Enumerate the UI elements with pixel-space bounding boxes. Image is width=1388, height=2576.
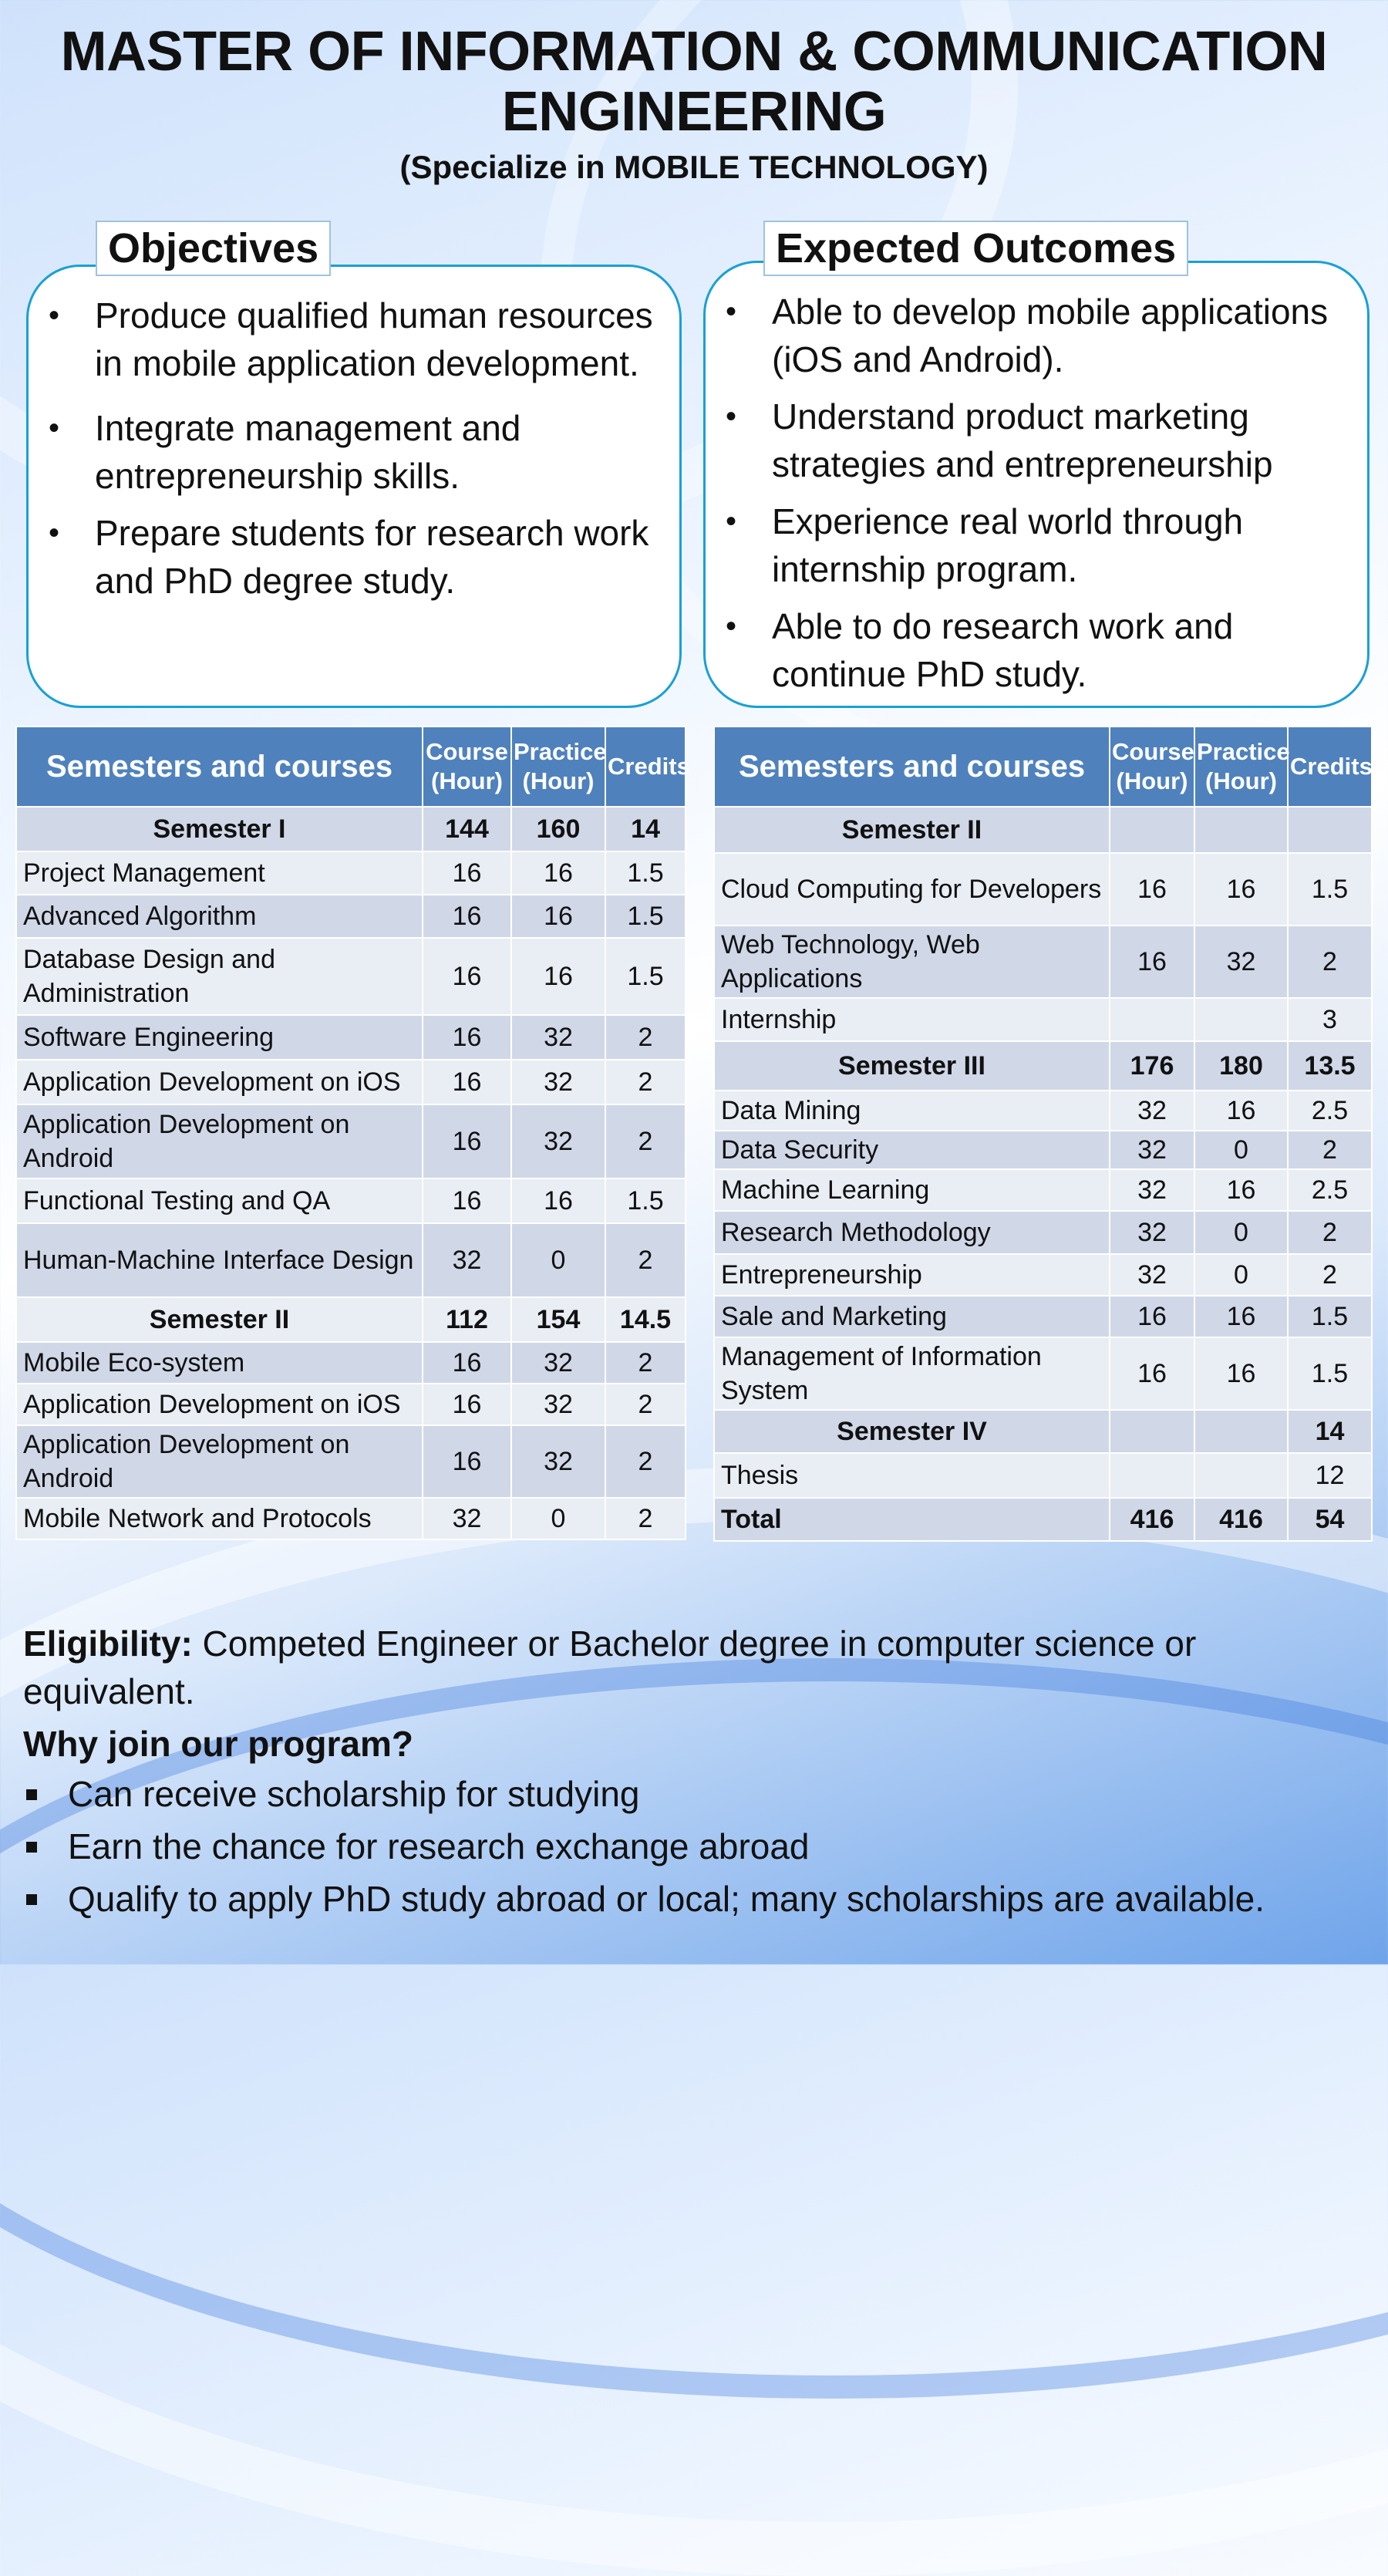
course-hour-cell: 16	[423, 1060, 511, 1104]
credits-cell: 3	[1288, 998, 1372, 1041]
practice-hour-cell: 32	[511, 1342, 605, 1384]
course-hour-cell: 16	[423, 1104, 511, 1178]
course-row	[714, 1169, 1372, 1211]
course-name-cell: Mobile Eco-system	[16, 1342, 423, 1384]
course-name-cell: Semester I	[16, 807, 423, 851]
course-row	[16, 1384, 686, 1425]
course-hour-cell	[1110, 1410, 1194, 1453]
eligibility-label: Eligibility:	[23, 1623, 193, 1664]
course-name-cell: Machine Learning	[714, 1169, 1110, 1211]
course-hour-cell	[1110, 998, 1194, 1041]
outcomes-label: Expected Outcomes	[763, 221, 1188, 276]
course-hour-cell: 16	[1110, 853, 1194, 926]
practice-hour-cell: 32	[511, 1015, 605, 1060]
practice-hour-cell: 180	[1194, 1041, 1288, 1091]
practice-hour-cell: 32	[1194, 926, 1288, 998]
credits-cell: 14	[1288, 1410, 1372, 1453]
course-hour-cell: 16	[423, 1384, 511, 1425]
credits-cell: 2	[605, 1384, 686, 1425]
practice-hour-cell	[1194, 1453, 1288, 1498]
course-row	[16, 1342, 686, 1384]
credits-cell: 2	[605, 1425, 686, 1498]
course-name-cell: Total	[714, 1498, 1110, 1541]
course-row	[16, 1223, 686, 1297]
credits-cell: 1.5	[1288, 1296, 1372, 1337]
practice-hour-cell: 16	[1194, 853, 1288, 926]
practice-hour-cell: 16	[1194, 1091, 1288, 1131]
course-row	[16, 1498, 686, 1539]
course-hour-cell: 16	[423, 1178, 511, 1223]
course-hour-cell: 16	[1110, 1337, 1194, 1410]
course-hour-cell: 112	[423, 1297, 511, 1342]
course-hour-cell: 32	[1110, 1091, 1194, 1131]
course-name-cell: Data Mining	[714, 1091, 1110, 1131]
course-row	[714, 926, 1372, 998]
course-name-cell: Semester II	[714, 807, 1110, 853]
course-row	[714, 1337, 1372, 1410]
practice-hour-cell: 32	[511, 1425, 605, 1498]
course-row	[714, 853, 1372, 926]
credits-cell: 2	[605, 1015, 686, 1060]
course-row	[16, 851, 686, 895]
header-semesters: Semesters and courses	[714, 727, 1110, 807]
practice-hour-cell: 16	[511, 851, 605, 895]
why-join-item: Qualify to apply PhD study abroad or local; many scholarships are available.	[23, 1873, 1365, 1925]
header-course-hour: Course (Hour)	[1110, 727, 1194, 807]
practice-hour-cell: 0	[1194, 1211, 1288, 1254]
credits-cell: 2	[1288, 1254, 1372, 1296]
eligibility-text: Competed Engineer or Bachelor degree in computer science or equivalent.	[23, 1623, 1197, 1711]
course-name-cell: Functional Testing and QA	[16, 1178, 423, 1223]
course-row	[714, 1296, 1372, 1337]
semester-row	[714, 1041, 1372, 1091]
credits-cell: 2	[605, 1223, 686, 1297]
practice-hour-cell	[1194, 998, 1288, 1041]
credits-cell: 2.5	[1288, 1091, 1372, 1131]
objective-item: • Integrate management and entrepreneurship skills.	[29, 404, 679, 500]
outcome-item: • Able to develop mobile applications (iOS and Android).	[706, 288, 1367, 383]
credits-cell: 1.5	[605, 895, 686, 938]
credits-cell: 54	[1288, 1498, 1372, 1541]
outcomes-box	[703, 261, 1369, 708]
course-name-cell: Entrepreneurship	[714, 1254, 1110, 1296]
practice-hour-cell: 416	[1194, 1498, 1288, 1541]
credits-cell: 2	[1288, 1211, 1372, 1254]
page-title: MASTER OF INFORMATION & COMMUNICATION ENGINEERING	[60, 21, 1328, 143]
practice-hour-cell: 16	[1194, 1337, 1288, 1410]
practice-hour-cell: 0	[1194, 1254, 1288, 1296]
practice-hour-cell: 32	[511, 1384, 605, 1425]
practice-hour-cell: 16	[1194, 1169, 1288, 1211]
table-header-row	[714, 727, 1372, 807]
credits-cell: 1.5	[1288, 1337, 1372, 1410]
practice-hour-cell: 16	[511, 895, 605, 938]
practice-hour-cell	[1194, 1410, 1288, 1453]
course-name-cell: Research Methodology	[714, 1211, 1110, 1254]
course-hour-cell	[1110, 807, 1194, 853]
why-join-list	[23, 1768, 1365, 1925]
course-hour-cell: 32	[1110, 1211, 1194, 1254]
header-credits: Credits	[605, 727, 686, 807]
course-row	[16, 1425, 686, 1498]
semester-row	[16, 807, 686, 851]
why-join-heading: Why join our program?	[23, 1724, 413, 1764]
course-name-cell: Project Management	[16, 851, 423, 895]
course-name-cell: Web Technology, Web Applications	[714, 926, 1110, 998]
course-hour-cell: 16	[423, 895, 511, 938]
credits-cell: 1.5	[605, 851, 686, 895]
practice-hour-cell: 32	[511, 1104, 605, 1178]
semester-table-left	[15, 726, 690, 1540]
objective-item: • Produce qualified human resources in mobile application development.	[29, 292, 679, 387]
course-name-cell: Thesis	[714, 1453, 1110, 1498]
practice-hour-cell: 16	[511, 938, 605, 1015]
objectives-list	[29, 267, 679, 605]
course-name-cell: Semester II	[16, 1297, 423, 1342]
practice-hour-cell: 16	[1194, 1296, 1288, 1337]
course-hour-cell: 32	[1110, 1169, 1194, 1211]
course-hour-cell: 16	[423, 1015, 511, 1060]
outcome-item: • Experience real world through internship program.	[706, 497, 1367, 593]
course-name-cell: Semester IV	[714, 1410, 1110, 1453]
course-row	[714, 998, 1372, 1041]
credits-cell: 2	[605, 1060, 686, 1104]
course-row	[714, 1131, 1372, 1169]
practice-hour-cell: 154	[511, 1297, 605, 1342]
course-hour-cell: 32	[423, 1223, 511, 1297]
course-name-cell: Application Development on iOS	[16, 1384, 423, 1425]
practice-hour-cell: 0	[511, 1223, 605, 1297]
header-course-hour: Course (Hour)	[423, 727, 511, 807]
course-hour-cell: 16	[1110, 1296, 1194, 1337]
objective-item: • Prepare students for research work and PhD degree study.	[29, 509, 679, 605]
course-name-cell: Mobile Network and Protocols	[16, 1498, 423, 1539]
course-hour-cell: 32	[1110, 1254, 1194, 1296]
course-name-cell: Semester III	[714, 1041, 1110, 1091]
credits-cell: 2	[605, 1342, 686, 1384]
credits-cell: 1.5	[605, 938, 686, 1015]
course-hour-cell: 144	[423, 807, 511, 851]
credits-cell: 2	[1288, 1131, 1372, 1169]
table-header-row	[16, 727, 686, 807]
course-name-cell: Human-Machine Interface Design	[16, 1223, 423, 1297]
credits-cell: 1.5	[605, 1178, 686, 1223]
why-join-item: Can receive scholarship for studying	[23, 1768, 1365, 1820]
credits-cell: 13.5	[1288, 1041, 1372, 1091]
course-name-cell: Data Security	[714, 1131, 1110, 1169]
objectives-box	[26, 265, 682, 708]
semester-row	[714, 807, 1372, 853]
course-hour-cell	[1110, 1453, 1194, 1498]
semester-table-right	[713, 726, 1373, 1542]
course-row	[16, 1060, 686, 1104]
credits-cell: 12	[1288, 1453, 1372, 1498]
course-row	[16, 938, 686, 1015]
course-name-cell: Cloud Computing for Developers	[714, 853, 1110, 926]
page-subtitle: (Specialize in MOBILE TECHNOLOGY)	[399, 149, 989, 185]
outcome-item: • Able to do research work and continue PhD study.	[706, 602, 1367, 698]
course-hour-cell: 32	[1110, 1131, 1194, 1169]
credits-cell: 14	[605, 807, 686, 851]
course-hour-cell: 416	[1110, 1498, 1194, 1541]
why-join-item: Earn the chance for research exchange abroad	[23, 1820, 1365, 1873]
practice-hour-cell: 160	[511, 807, 605, 851]
outcome-item: • Understand product marketing strategies and entrepreneurship	[706, 393, 1367, 488]
course-name-cell: Application Development on Android	[16, 1104, 423, 1178]
course-row	[16, 1015, 686, 1060]
course-row	[714, 1211, 1372, 1254]
credits-cell: 2	[1288, 926, 1372, 998]
course-name-cell: Internship	[714, 998, 1110, 1041]
semester-row	[714, 1410, 1372, 1453]
course-hour-cell: 16	[423, 851, 511, 895]
course-hour-cell: 16	[1110, 926, 1194, 998]
course-hour-cell: 16	[423, 1342, 511, 1384]
credits-cell: 14.5	[605, 1297, 686, 1342]
course-row	[714, 1254, 1372, 1296]
course-name-cell: Sale and Marketing	[714, 1296, 1110, 1337]
course-row	[16, 895, 686, 938]
total-row	[714, 1498, 1372, 1541]
course-name-cell: Application Development on Android	[16, 1425, 423, 1498]
course-hour-cell: 176	[1110, 1041, 1194, 1091]
course-row	[714, 1453, 1372, 1498]
practice-hour-cell	[1194, 807, 1288, 853]
header-practice-hour: Practice (Hour)	[511, 727, 605, 807]
program-info	[23, 1620, 1365, 1925]
course-hour-cell: 32	[423, 1498, 511, 1539]
credits-cell: 2	[605, 1104, 686, 1178]
course-row	[16, 1104, 686, 1178]
credits-cell	[1288, 807, 1372, 853]
course-name-cell: Application Development on iOS	[16, 1060, 423, 1104]
course-name-cell: Advanced Algorithm	[16, 895, 423, 938]
header-credits: Credits	[1288, 727, 1372, 807]
objectives-label: Objectives	[96, 221, 331, 276]
course-hour-cell: 16	[423, 938, 511, 1015]
header-practice-hour: Practice (Hour)	[1194, 727, 1288, 807]
practice-hour-cell: 0	[511, 1498, 605, 1539]
course-name-cell: Database Design and Administration	[16, 938, 423, 1015]
credits-cell: 1.5	[1288, 853, 1372, 926]
course-name-cell: Management of Information System	[714, 1337, 1110, 1410]
credits-cell: 2	[605, 1498, 686, 1539]
course-row	[714, 1091, 1372, 1131]
eligibility-paragraph	[23, 1620, 1365, 1715]
credits-cell: 2.5	[1288, 1169, 1372, 1211]
header-semesters: Semesters and courses	[16, 727, 423, 807]
course-name-cell: Software Engineering	[16, 1015, 423, 1060]
semester-row	[16, 1297, 686, 1342]
practice-hour-cell: 0	[1194, 1131, 1288, 1169]
practice-hour-cell: 32	[511, 1060, 605, 1104]
course-row	[16, 1178, 686, 1223]
course-hour-cell: 16	[423, 1425, 511, 1498]
outcomes-list	[706, 263, 1367, 698]
practice-hour-cell: 16	[511, 1178, 605, 1223]
